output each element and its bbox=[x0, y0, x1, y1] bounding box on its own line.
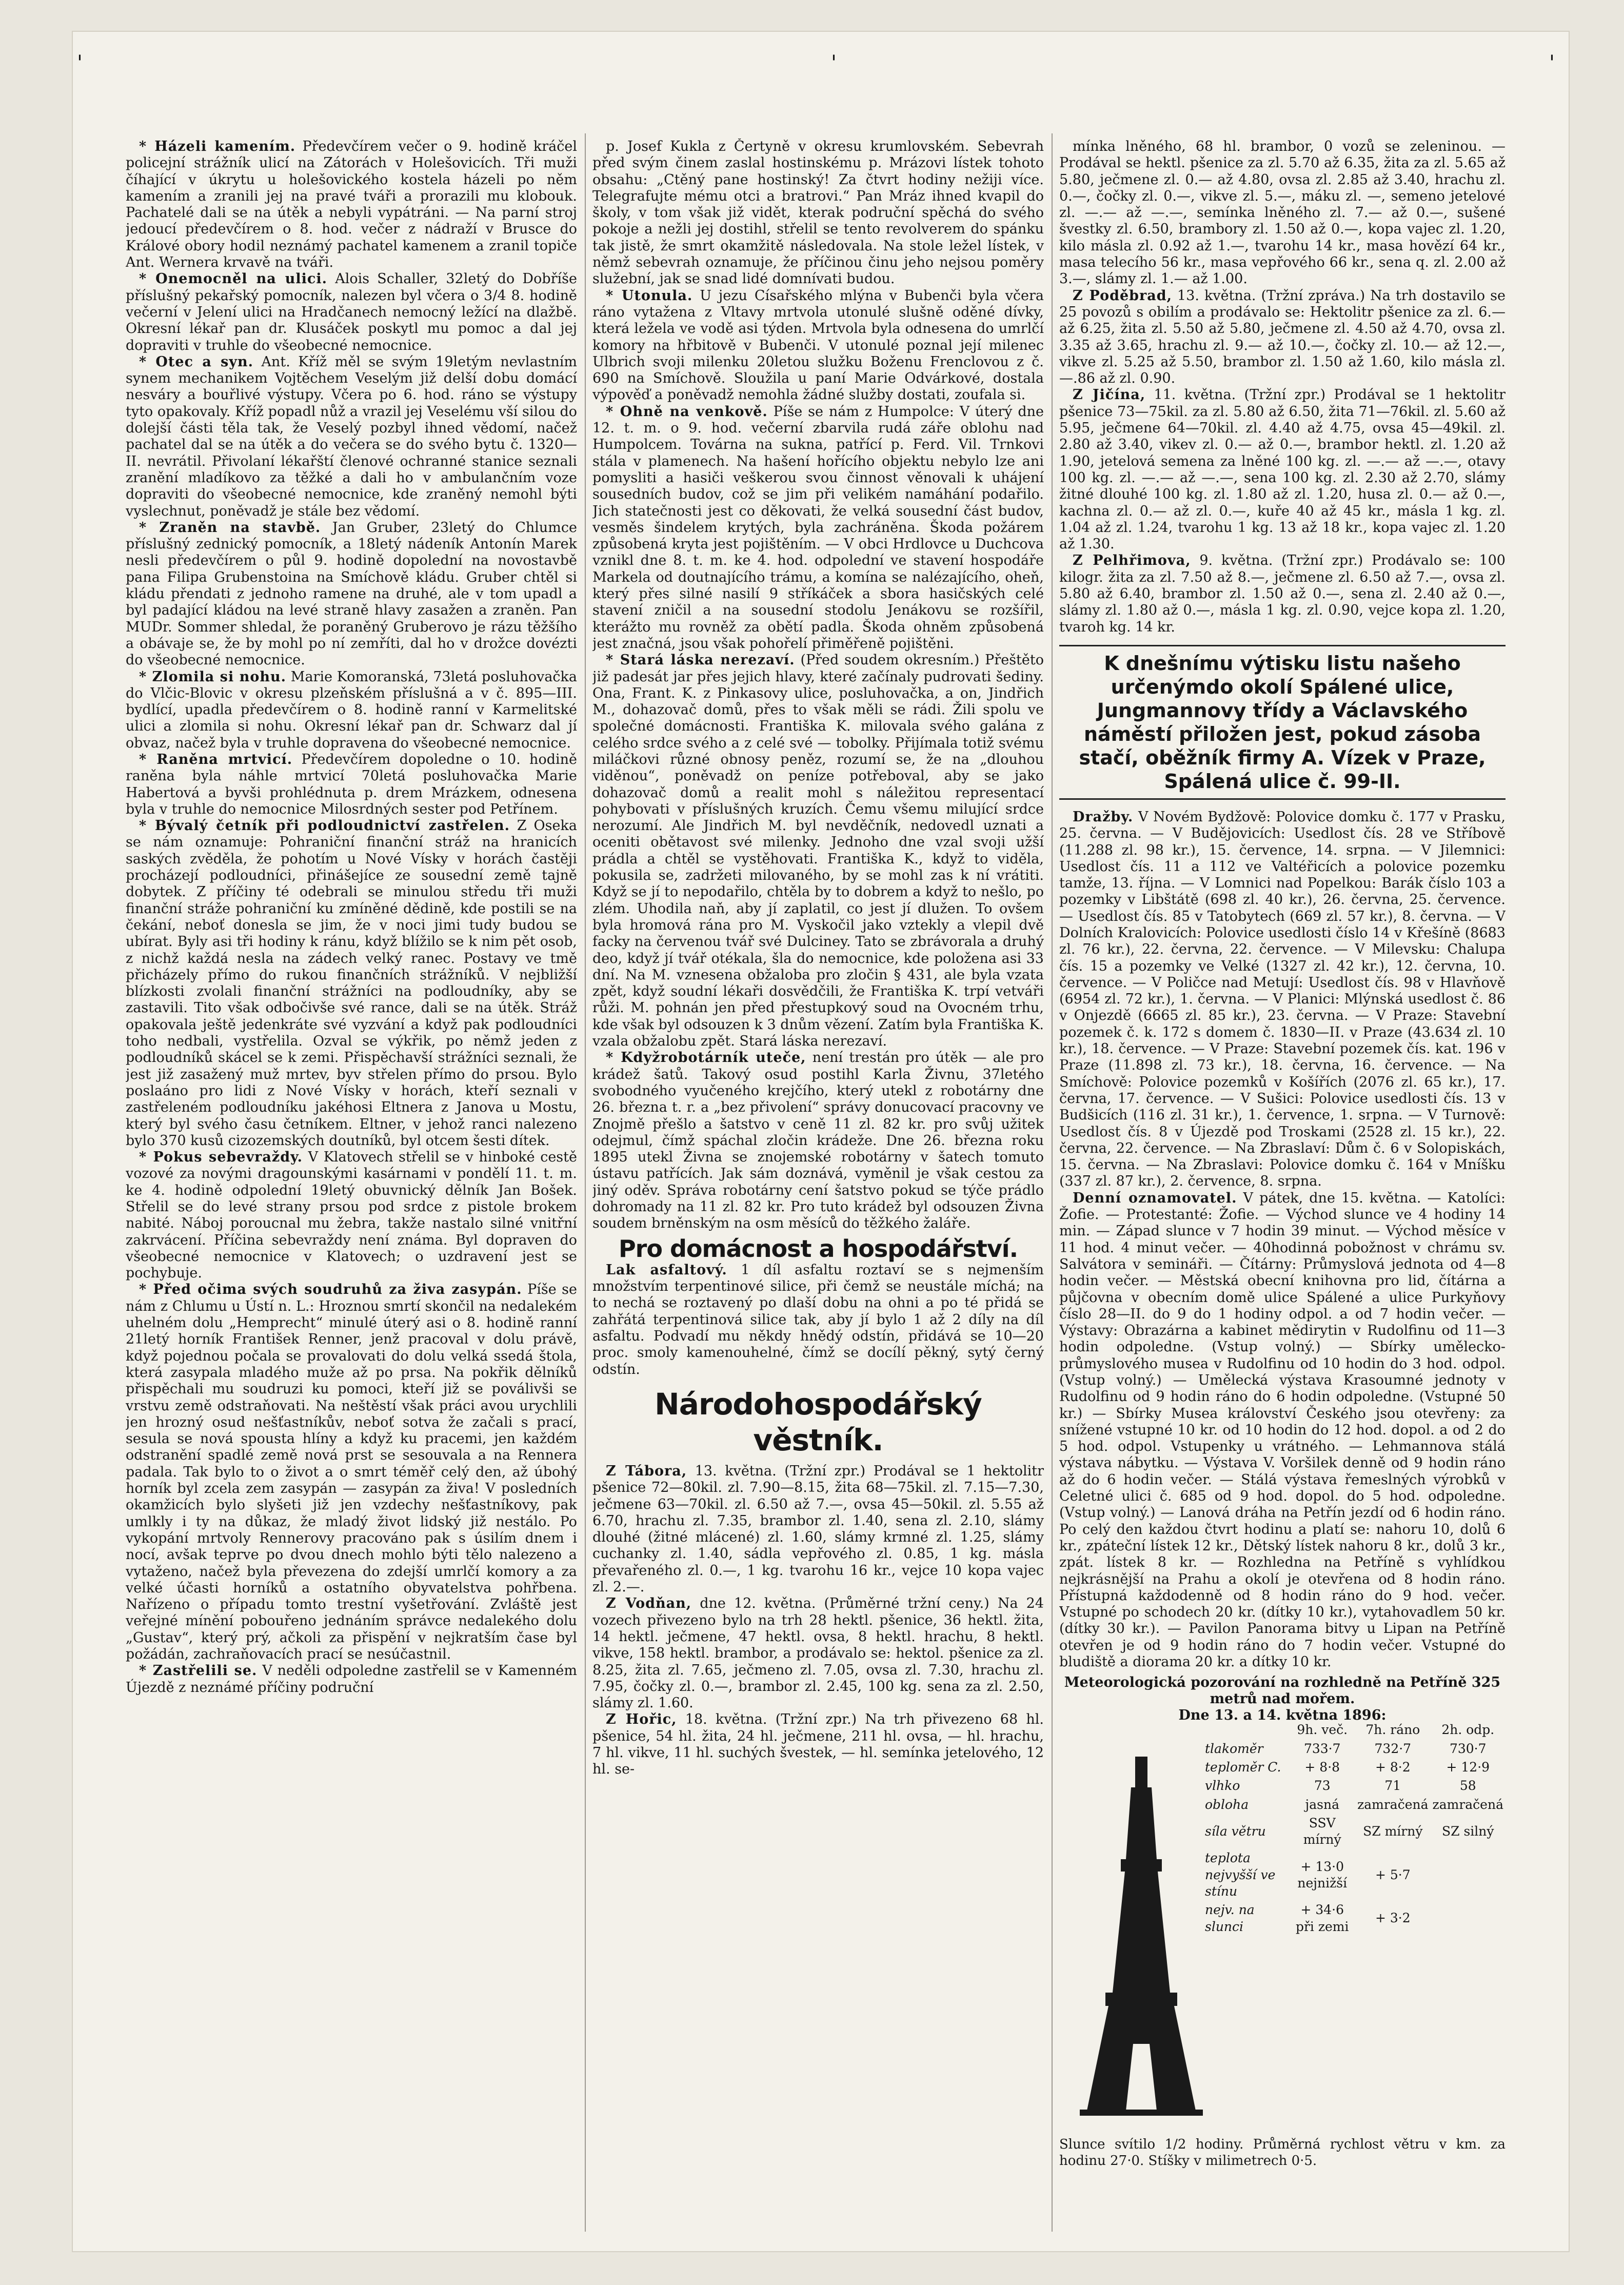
article-heading: Z Vodňan, bbox=[606, 1595, 692, 1612]
article-paragraph bbox=[1059, 387, 1506, 553]
article-body: V Novém Bydžově: Polovice domku č. 177 v Prasku, 25. června. — V Budějovicích: Usedlost čís. 28 ve Stříbově (11.288 zl. 98 kr.), 15. července, 14. srpna. — V Jilemnici: Usedlost čís. 11 a 112 ve Valtéřicích a polovice pozemku tamže, 13. října. — V Lomnici nad Popelkou: Barák číslo 103 a pozemky v Libštátě (698 zl. 40 kr.), 26. června, 25. července. — Usedlost čís. 85 v Tatobytech (669 zl. 57 kr.), 8. června. — V Dolních Kralovicích: Polovice usedlosti číslo 14 v Křešíně (8683 zl. 76 kr.), 22. června, 22. července. — V Milevsku: Chalupa čís. 15 a pozemky ve Velké (1327 zl. 42 kr.), 12. června, 10. července. — V Poličce nad Metují: Usedlost čís. 98 v Hlavňově (6954 zl. 72 kr.), 1. června. — V Planici: Mlýnská usedlost č. 86 v Onjezdě (6665 zl. 85 kr.), 23. června. — V Praze: Stavební pozemek č. k. 172 s domem č. 1830—II. v Praze (43.634 zl. 10 kr.), 18. července. — V Praze: Stavební pozemek čís. kat. 196 v Praze (11.898 zl. 73 kr.), 18. června, 16. července. — Na Smíchově: Polovice pozemků v Košířích (2076 zl. 65 kr.), 17. června, 17. července. — V Sušici: Polovice usedlosti čís. 13 v Budšicích (116 zl. 31 kr.), 1. července, 1. srpna. — V Turnově: Usedlost čís. 8 v Újezdě pod Troskami (2528 zl. 15 kr.), 22. června, 22. července. — Na Zbraslaví: Dům č. 6 v Solopiskách, 15. června. — Na Zbraslavi: Polovice domku č. 164 v Mníšku (337 zl. 87 kr.), 2. července, 8. srpna. bbox=[1059, 809, 1506, 1190]
article-heading: Z Poděbrad, bbox=[1073, 287, 1173, 304]
advertisement-notice: K dnešnímu výtisku listu našeho určenýmdo okolí Spálené ulice, Jungmannovy třídy a Václavského náměstí přiložen jest, pokud zásoba stačí, oběžník firmy A. Vízek v Praze, Spálená ulice č. 99-II. bbox=[1059, 645, 1506, 800]
article-heading: Denní oznamovatel. bbox=[1073, 1190, 1237, 1206]
article-paragraph bbox=[126, 1663, 577, 1696]
article-heading: * Raněna mrtvicí. bbox=[139, 751, 293, 767]
article-body: Z Oseka se nám oznamuje: Pohraniční finanční stráž na hranicích saských zvěděla, že pohotím u Nové Vísky v horách častěji procházejí podloudníci, přinášejíce ze sousední země tajně dobytek. Z příčiny té odebrali se minulou středu tři muži finanční stráže pohraniční ku zmíněné dědině, kde postili se na čekání, neboť donesla se jim, že v noci jimi tudy budou se ubírat. Byly asi tři hodiny k ránu, když blížilo se k nim pět osob, z nichž každá nesla na zádech velký ranec. Postavy ve tmě přicházely přímo do rukou finančních strážníků. V nejbližší blízkosti zvolali finanční strážníci na podloudníky, aby se zastavili. Tito však odbočivše své rance, dali se na útěk. Stráž opakovala ještě jedenkráte své vyzvání a když pak podloudníci toho nedbali, vystřelila. Ozval se výkřik, po němž jeden z podloudníků skácel se k zemi. Přispěchavší strážníci seznali, že jest již zasažený muž mrtev, byv střelen přímo do prsou. Bylo poslaáno pro lidi z Nové Vísky v horách, kteří seznali v zastřeleném podloudníku jakéhosi Eltnera z Janova u Mostu, který byl svého času četníkem. Eltner, v jehož ranci nalezeno bylo 370 kusů cizozemských doutníků, byl otcem šesti dítek. bbox=[126, 818, 577, 1149]
article-paragraph bbox=[126, 271, 577, 353]
article-paragraph bbox=[592, 288, 1044, 404]
meteo-row: síla větru SSV mírný SZ mírný SZ silný bbox=[1205, 1815, 1494, 1847]
article-body: 11. května. (Tržní zpr.) Prodával se 1 hektolitr pšenice 73—75kil. za zl. 5.80 až 6.50, žita 71—76kil. zl. 5.60 až 5.95, ječmene 64—70kil. zl. 4.40 až 4.75, ovsa 45—49kil. zl. 2.80 až 3.40, vikev zl. 0.— až 0.—, brambor hektl. zl. 1.20 až 1.90, jetelová semena za lněné 100 kg. zl. —.— až —.—, otavy 100 kg. zl. —.— až —.—, sena 100 kg. zl. 2.30 až 2.70, slámy žitné dlouhé 100 kg. zl. 1.80 až zl. 1.20, husa zl. 0.— až 0.—, kachna zl. 0.— až zl. 0.—, kuře 40 až 45 kr., másla 1 kg. zl. 1.04 až zl. 1.24, tvarohu 1 kg. 13 až 18 kr., kopa vajec zl. 1.20 až 1.30. bbox=[1059, 387, 1506, 553]
article-paragraph bbox=[126, 520, 577, 669]
meteo-col-header: 9h. več. bbox=[1297, 1722, 1348, 1738]
article-body: V neděli odpoledne zastřelil se v Kamenném Újezdě z neznámé příčiny područní bbox=[126, 1663, 577, 1696]
article-body: 13. května. (Tržní zpráva.) Na trh dostavilo se 25 povozů s obilím a prodávalo se: Hektolitr pšenice za zl. 6.— až 6.25, žita zl. 5.50 až 5.80, ječmene zl. 4.50 až 4.70, ovsa zl. 3.35 až 3.65, hrachu zl. 9.— až 10.—, čočky zl. 10.— až 12.—, vikve zl. 5.25 až 5.50, brambor zl. 1.50 až 1.60, kilo másla zl. —.86 až zl. 0.90. bbox=[1059, 287, 1506, 387]
article-paragraph bbox=[592, 1595, 1044, 1711]
article-paragraph bbox=[1059, 553, 1506, 635]
article-body: 13. května. (Tržní zpr.) Prodával se 1 hektolitr pšenice 72—80kil. zl. 7.90—8.15, žita 68—75kil. zl. 7.15—7.30, ječmene 63—70kil. zl. 6.50 až 7.—, ovsa 45—50kil. zl. 5.55 až 6.70, hrachu zl. 7.35, brambor zl. 1.40, sena zl. 2.10, slámy dlouhé (žitné mlácené) zl. 1.60, slámy krmné zl. 1.25, slámy cuchanky zl. 1.40, sádla vepřového zl. 0.85, 1 kg. másla převařeného zl. 0.—, 1 kg. tvarohu 16 kr., vejce 10 kopa vajec zl. 2.—. bbox=[592, 1463, 1044, 1595]
article-heading: Z Hořic, bbox=[606, 1711, 677, 1728]
article-heading: * Kdyžrobotárník uteče, bbox=[606, 1050, 806, 1066]
article-heading: * Stará láska nerezaví. bbox=[606, 652, 795, 668]
article-heading: * Bývalý četník při podloudnictví zastřelen. bbox=[139, 818, 510, 834]
article-paragraph bbox=[592, 1262, 1044, 1378]
article-body: Jan Gruber, 23letý do Chlumce příslušný zednický pomocník, a 18letý nádeník Antonín Marek nesli předevčírem o půl 9. hodině dopolední na novostavbě pana Filipa Grubenstoina na Smíchově kládu. Gruber chtěl si kládu přendati z jednoho ramene na druhé, ale v tom upadl a byl padající kládou na levé straně hlavy zasažen a zraněn. Pan MUDr. Sommer shledal, že poraněný Gruberovo je rázu těžšího a obávaje se, že by mohl po ní zemříti, dal ho v drožce dovézti do všeobecné nemocnice. bbox=[126, 519, 577, 668]
article-body: Marie Komoranská, 73letá posluhovačka do Vlčic-Blovic v okresu plzeňském příslušná a v č. 895—III. bydlící, upadla předevčírem o 8. hodině ranní v Karmelitské ulici a zlomila si nohu. Okresní lékař pan dr. Schwarz dal jí obvaz, načež byla v truhle dopravena do všeobecné nemocnice. bbox=[126, 668, 577, 751]
page-mark: ' bbox=[77, 51, 83, 75]
newspaper-page bbox=[72, 31, 1570, 2252]
article-paragraph bbox=[592, 1711, 1044, 1778]
article-body: 9. května. (Tržní zpr.) Prodávalo se: 100 kilogr. žita za zl. 7.50 až 8.—, ječmene zl. 6.50 až 7.—, ovsa zl. 5.80 až 6.40, brambor zl. 1.50 až 0.—, sena zl. 2.40 až 0.—, slámy zl. 1.80 až 0.—, másla 1 kg. zl. 0.90, vejce kopa zl. 1.20, tvaroh kg. 14 kr. bbox=[1059, 553, 1506, 635]
article-paragraph bbox=[592, 139, 1044, 288]
meteo-table bbox=[1203, 1721, 1506, 1936]
article-paragraph bbox=[126, 669, 577, 752]
article-body: Předevčírem večer o 9. hodině kráčel policejní strážník ulicí na Zátorách v Holešovicích. Tři muži číhající v úkrytu u holešovického kostela házeli po něm kamením a zranili jej na pravé tváři a prorazili mu klobouk. Pachatelé dali se na útěk a nebyli vypátráni. — Na parní stroj jedoucí předevčírem o 8. hod. večer z nádraží v Brusce do Králové obory hodil neznámý pachatel kamenem a zranil topiče Ant. Wernera krvavě na tváři. bbox=[126, 139, 577, 271]
article-heading: * Onemocněl na ulici. bbox=[139, 271, 327, 287]
page-mark: ' bbox=[831, 51, 837, 75]
article-paragraph bbox=[1059, 809, 1506, 1190]
article-body: V pátek, dne 15. května. — Katolíci: Žofie. — Protestanté: Žofie. — Východ slunce ve 4 hodiny 14 min. — Západ slunce v 7 hodin 39 minut. — Východ měsíce v 11 hod. 4 minut večer. — 40hodinná pobožnost v chrámu sv. Salvátora v semináři. — Čítárny: Průmyslová jednota od 4—8 hodin večer. — Městská obecní knihovna pro lid, čítárna a půjčovna v obecním domě ulice Spálené a ulice Purkyňovy číslo 28—II. do 9 do 1 hodiny odpol. a od 7 hodin večer. — Výstavy: Obrazárna a kabinet mědirytin v Rudolfinu od 11—3 hodin odpoledne. (Vstup volný.) — Sbírky umělecko-průmyslového musea v Rudolfinu od 10 hodin do 3 hod. odpol. (Vstup volný.) — Umělecká výstava Krasoumné jednoty v Rudolfinu od 9 hodin ráno do 6 hodin odpoledne. (Vstupné 50 kr.) — Sbírky Musea království Českého jsou otevřeny: za snížené vstupné 10 kr. od 10 hodin do 12 hod. dopol. a od 2 do 5 hod. odpol. Vstupenky u vrátného. — Lehmannova stálá výstava nábytku. — Výstava V. Voršilek denně od 9 hodin ráno až do 6 hodin večer. — Stálá výstava řemeslných výrobků v Celetné ulici č. 685 od 9 hod. dopol. do 5 hod. odpoledne. (Vstup volný.) — Lanová dráha na Petřín jezdí od 6 hodin ráno. Po celý den každou čtvrt hodinu a platí se: nahoru 10, dolů 6 kr., zpáteční lístek 12 kr., Dětský lístek nahoru 8 kr., dolů 3 kr., zpát. lístek 8 kr. — Rozhledna na Petříně s vyhlídkou nejkrásnější na Prahu a okolí je otevřena od 8 hodin ráno. Přístupná každodenně od 8 hodin ráno do 9 hod. večer. Vstupné po schodech 20 kr. (dítky 10 kr.), vytahovadlem 50 kr. (dítky 30 kr.). — Pavilon Panorama bitvy u Lipan na Petříně otevřen je od 9 hodin ráno do 7 hodin večer. Vstupné do bludiště a diorama 20 kr. a dítky 10 kr. bbox=[1059, 1190, 1506, 1670]
article-paragraph bbox=[126, 354, 577, 520]
meteo-row: nejv. na slunci + 34·6 při zemi + 3·2 bbox=[1205, 1902, 1411, 1934]
article-body: 18. května. (Tržní zpr.) Na trh přivezeno 68 hl. pšenice, 54 hl. žita, 24 hl. ječmene, 211 hl. ovsa, — hl. hrachu, 7 hl. vikve, 11 hl. suchých švestek, — hl. semínka jetelového, 12 hl. se- bbox=[592, 1711, 1044, 1778]
article-body: mínka lněného, 68 hl. brambor, 0 vozů se zeleninou. — Prodával se hektl. pšenice za zl. 5.70 až 6.35, žita za zl. 5.65 až 5.80, ječmene zl. 0.— až 4.80, ovsa zl. 2.85 až 3.40, hrachu zl. 0.—, čočky zl. 0.—, vikve zl. 5.—, máku zl. —, semeno jetelové zl. —.— až —.—, semínka lněného zl. 7.— až 0.—, sušené švestky zl. 6.50, brambory zl. 1.50 až 0.—, kopa vajec zl. 1.20, kilo másla zl. 0.92 až 1.—, tvarohu 14 kr., masa hovězí 64 kr., masa telecího 56 kr., masa vepřového 66 kr., sena q. zl. 2.00 až 3.—, slámy zl. 1.— až 1.00. bbox=[1059, 139, 1506, 287]
article-heading: * Ohně na venkově. bbox=[606, 403, 768, 420]
column-3 bbox=[1059, 139, 1506, 2232]
column-1 bbox=[126, 139, 577, 2232]
petrin-tower-icon bbox=[1080, 1757, 1203, 2116]
article-heading: * Zraněn na stavbě. bbox=[139, 519, 321, 536]
meteo-date: Dne 13. a 14. května 1896: bbox=[1178, 1707, 1387, 1724]
article-body: není trestán pro útěk — ale pro krádež šatů. Takový osud postihl Karla Živnu, 37letého svobodného vyučeného krejčího, který utekl z robotárny dne 26. března t. r. a „bez přivolení“ správy donucovací pracovny ve Znojmě přešlo a šatstvo v ceně 11 zl. 82 kr. pro svůj užitek odejmul, čímž spáchal zločin krádeže. Dne 26. března roku 1895 utekl Živna se znojemské robotárny v šatech tomuto ústavu patřících. Jak sám doznává, vyměnil je však cestou za jiný oděv. Správa robotárny cení šatstvo pokud se týče prádlo dohromady na 11 zl. 82 kr. Pro tuto krádež byl odsouzen Živna soudem brněnským na osm měsíců do těžkého žaláře. bbox=[592, 1050, 1044, 1232]
article-paragraph bbox=[126, 818, 577, 1149]
article-heading: Z Jičína, bbox=[1073, 387, 1146, 403]
article-body: V Klatovech střelil se v hinboké cestě vozové za novými dragounskými kasárnami v pondělí 11. t. m. ke 4. hodině odpolední 19letý obuvnický dělník Jan Bošek. Střelil se do levé strany prsou pod srdce z pistole brokem nabité. Náboj poroucnal mu žebra, takže nastalo silné vnitřní zakrvácení. Příčina sebevraždy není známa. Byl dopraven do všeobecné nemocnice v Klatovech; o uzdravení jest se pochybuje. bbox=[126, 1149, 577, 1282]
meteo-col-header: 2h. odp. bbox=[1441, 1722, 1495, 1738]
article-paragraph bbox=[592, 1050, 1044, 1232]
article-heading: * Házeli kamením. bbox=[139, 139, 296, 154]
meteo-note: Slunce svítilo 1/2 hodiny. Průměrná rychlost větru v km. za hodinu 27·0. Stíšky v milimetrech 0·5. bbox=[1059, 2137, 1506, 2169]
article-paragraph bbox=[592, 404, 1044, 652]
column-rule bbox=[585, 133, 586, 2232]
article-body: Píše se nám z Chlumu u Ústí n. L.: Hroznou smrtí skončil na nedalekém uhelném dolu „Hemprecht“ minulé úterý asi o 8. hodině ranní 21letý horník František Renner, jenž pracoval v dolu právě, když pojednou počala se provalovati do dolu velká ssedá štola, která zasypala mladého muže až po prsa. Na pokřik dělníků přispěchali mu soudruzi ku pomoci, kteří již se poválivši se vrstvu země odstraňovati. Na neštěstí však práci avou urychlili jen hrozný osud nešťastníkův, neboť sotva že začali s prací, sesula se nová spousta hlíny a když ku pracemi, jen každém odstranění spadlé země nová prst se sesouvala a na Rennera padala. Tak bylo to o život a o smrt téměř celý den, až úbohý horník byl zcela zem zasypán — zasypán za živa! V posledních okamžicích bylo slyšeti již jen vzdechy nešťastníkovy, pak umlkly i ty na důkaz, že mladý život lidský již nestálo. Po vykopání mrtvoly Rennerovy pracováno pak s úsilím dnem i nocí, avšak teprve po dvou dnech mohlo býti tělo nalezeno a vytaženo, načež byla převezena do zdejší umrlčí komory a za velké účasti horníků a ostatního obyvatelstva pohřbena. Nařízeno o případu tomto trestní vyšetřování. Zvláště jest veřejné mínění pobouřeno jednáním správce nedalekého dolu „Gustav“, který prý, ačkoli za přispění v nejkratším čase byl požádán, zachraňovacích prací se nesúčastnil. bbox=[126, 1282, 577, 1663]
article-paragraph bbox=[592, 1463, 1044, 1595]
article-heading: Lak asfaltový. bbox=[606, 1262, 727, 1278]
meteo-row: obloha jasná zamračená zamračená bbox=[1205, 1797, 1503, 1812]
meteo-row: tlakoměr 733·7 732·7 730·7 bbox=[1205, 1741, 1487, 1756]
meteo-row: teplota nejvyšší ve stínu + 13·0 nejnižší + 5·7 bbox=[1205, 1850, 1411, 1899]
article-paragraph bbox=[1059, 139, 1506, 288]
meteo-row: teploměr C. + 8·8 + 8·2 + 12·9 bbox=[1205, 1759, 1490, 1775]
article-heading: * Před očima svých soudruhů za živa zasypán. bbox=[139, 1282, 522, 1298]
meteo-col-header: 7h. ráno bbox=[1365, 1722, 1420, 1738]
column-rule bbox=[1052, 133, 1053, 2232]
article-heading: Dražby. bbox=[1073, 809, 1134, 825]
article-body: Píše se nám z Humpolce: V úterý dne 12. t. m. o 9. hod. večerní zbarvila rudá záře oblohu nad Humpolcem. Továrna na sukna, patřící p. Ferd. Vil. Trnkovi stála v plamenech. Na hašení hořícího objektu nebylo lze ani pomysliti a hasiči veškerou svou činnost věnovali k uhájení sousedních budov, což se jim při velikém namáhání podařilo. Jich statečnosti jest co děkovati, že velká sousední část budov, vesměs šindelem krytých, byla zachráněna. Škoda požárem způsobená kryta jest pojištěním. — V obci Hrdlovce u Duchcova vznikl dne 8. t. m. ke 4. hod. odpolední ve stavení hospodáře Markela od doutnajícího trámu, a komína se nalézajícího, oheň, který přes silné nasilí 9 stříkáček a sbora hasičských celé stavení zničil a na sousední stodolu Jenákovu se rozšířil, kterážto mu rovněž za obětí padla. Škoda ohněm způsobená jest značná, jsou však pohořelí přiměřeně pojištěni. bbox=[592, 403, 1044, 652]
article-body: dne 12. května. (Průměrné tržní ceny.) Na 24 vozech přivezeno bylo na trh 28 hektl. pšenice, 36 hektl. žita, 14 hektl. ječmene, 47 hektl. ovsa, 8 hektl. hrachu, 8 hektl. vikve, 158 hektl. brambor, a prodávalo se: hektol. pšenice za zl. 8.25, žita zl. 7.65, ječmeno zl. 7.05, ovsa zl. 7.30, hrachu zl. 7.95, čočky zl. 0.—, brambor zl. 2.45, 100 kg. sena za zl. 2.50, slámy zl. 1.60. bbox=[592, 1595, 1044, 1711]
meteorological-box bbox=[1059, 1675, 1506, 2208]
article-body: (Před soudem okresním.) Přeštěto již padesát jar přes jejich hlavy, které začínaly pudrovati šediny. Ona, Frant. K. z Pinkasovy ulice, posluhovačka, a on, Jindřich M., dohazovač domů, přes to však měli se rádi. Žili spolu ve společné domácnosti. Františka K. milovala svého galána z celého srdce svého a z celé své — tobolky. Přijímala totiž svému miláčkovi různé obnosy peněz, rozumí se, že na „dlouhou viděnou“, poněvadž on peníze potřeboval, aby se jako dohazovač domů a realit mohl s náležitou representací pohybovati v příslušných kruzích. Čemu všemu milující srdce nerozumí. Ale Jindřich M. byl nevděčník, nedovedl uznati a oceniti obětavost své milenky. Jednoho dne vzal svoji užší prádla a chtěl se vystěhovati. Františka K., když to viděla, pokusila se, zadržeti milovaného, by se mohl zas k ní vrátiti. Když se jí to nepodařilo, chtěla by to dobrem a když to nešlo, po zlém. Uhodila naň, aby jí zaplatil, co jest jí dlužen. To ovšem byla hromová rána pro M. Vyskočil jako vztekly a vlepil dvě facky na červenou tvář své Dulciney. Tato se zbrávorala a druhý deo, když jí tvář otékala, šla do nemocnice, kde položena asi 33 dní. Na M. vznesena obžaloba pro zločin § 431, ale byla vzata zpět, když soudní lékaři dosvědčili, že Františka K. trpí vetváři růži. M. pohnán jen před přestupkový soud na Ovocném trhu, kde však byl odsouzen k 3 dnům vězení. Zatím byla Františka K. vzala obžalobu zpět. Stará láska nerezaví. bbox=[592, 652, 1044, 1050]
section-title-household: Pro domácnost a hospodářství. bbox=[618, 1234, 1018, 1263]
article-heading: Z Tábora, bbox=[606, 1463, 687, 1479]
section-title-economy: Národohospodářský věstník. bbox=[655, 1386, 982, 1457]
article-heading: * Zastřelili se. bbox=[139, 1663, 258, 1679]
meteo-title: Meteorologická pozorování na rozhledně na Petříně 325 metrů nad mořem. bbox=[1064, 1675, 1501, 1707]
article-heading: * Zlomila si nohu. bbox=[139, 668, 287, 685]
article-heading: * Pokus sebevraždy. bbox=[139, 1149, 303, 1166]
article-paragraph bbox=[126, 1282, 577, 1663]
article-body: p. Josef Kukla z Čertyně v okresu krumlovském. Sebevrah před svým činem zaslal hostinskému p. Mrázovi lístek tohoto obsahu: „Ctěný pane hostinský! Za čtvrt hodiny nežiji více. Telegrafujte mému otci a bratrovi.“ Pan Mráz ihned kvapil do školy, v tom však již vidět, kterak područní spěchá do svého pokoje a nežli jej dostihl, střelil se tento revolverem do spánku tak jistě, že smrt okamžitě následovala. Na stole ležel lístek, v němž sebevrah oznamuje, že příčinou činu jeho nejsou poměry služební, jak se snad lidé domnívati budou. bbox=[592, 139, 1044, 287]
article-heading: * Utonula. bbox=[606, 287, 693, 304]
article-paragraph bbox=[126, 139, 577, 271]
article-body: Ant. Kříž měl se svým 19letým nevlastním synem mechanikem Vojtěchem Veselým již delší dobu domácí nesváry a bouřlivé výstupy. Včera po 6. hod. ráno se výstupy tyto opakovaly. Kříž popadl nůž a vrazil jej Veselému vší silou do dolejší části těla tak, že Veselý pozbyl ihned vědomí, načež pachatel dal se na útěk a do večera se do svého bytu č. 1320—II. nevrátil. Přivolaní lékařští členové ochranné stanice seznali zranění mladíkovo za těžké a dali ho v ambulančním voze dopraviti do všeobecné nemocnice, kde zraněný nemohl býti vyslechnut, poněvadž je stále bez vědomí. bbox=[126, 353, 577, 519]
article-body: U jezu Císařského mlýna v Bubenči byla včera ráno vytažena z Vltavy mrtvola utonulé slušně oděné dívky, která ležela ve vodě asi týden. Mrtvola byla odnesena do umrlčí komory na hřbitově v Bubenči. V utonulé poznal její milenec Ulbrich svoji milenku 20letou služku Boženu Frenclovou z č. 690 na Smíchově. Sloužila u paní Marie Odvárkové, dostala výpověď a poněvadž nemohla žádné služby dostati, zoufala si. bbox=[592, 287, 1044, 403]
article-paragraph bbox=[126, 752, 577, 818]
article-paragraph bbox=[1059, 288, 1506, 387]
article-body: 1 díl asfaltu roztaví se s nejmenším množstvím terpentinové silice, při čemž se neustále míchá; na to nechá se roztavený po dlaší dobu na ohni a po té přidá se zahřátá terpentinová silice tak, aby jí bylo 1 až 2 díly na díl asfaltu. Podvadí mu někdy hnědý odstín, přidává se 10—20 proc. smoly kamenouhelné, čímž se docílí pěkný, sytý černý odstín. bbox=[592, 1262, 1044, 1377]
article-heading: Z Pelhřimova, bbox=[1073, 553, 1191, 569]
article-body: Předevčírem dopoledne o 10. hodině raněna byla náhle mrtvicí 70letá posluhovačka Marie Habertová a byvši prohlédnuta p. drem Mrázkem, odnesena byla v truhle do nemocnice Milosrdných sester pod Petřínem. bbox=[126, 751, 577, 817]
column-2 bbox=[592, 139, 1044, 2232]
page-mark: ' bbox=[1549, 51, 1555, 75]
article-paragraph bbox=[1059, 1190, 1506, 1671]
article-body: Alois Schaller, 32letý do Dobříše příslušný pekařský pomocník, nalezen byl včera o 3/4 8. hodině večerní v Jelení ulici na Hradčanech nemocný ležící na dlažbě. Okresní lékař pan dr. Klusáček poskytl mu pomoc a dal jej dopraviti v truhle do všeobecné nemocnice. bbox=[126, 271, 577, 353]
meteo-row: vlhko 73 71 58 bbox=[1205, 1778, 1476, 1794]
article-heading: * Otec a syn. bbox=[139, 353, 254, 370]
article-paragraph bbox=[592, 652, 1044, 1050]
article-paragraph bbox=[126, 1149, 577, 1282]
